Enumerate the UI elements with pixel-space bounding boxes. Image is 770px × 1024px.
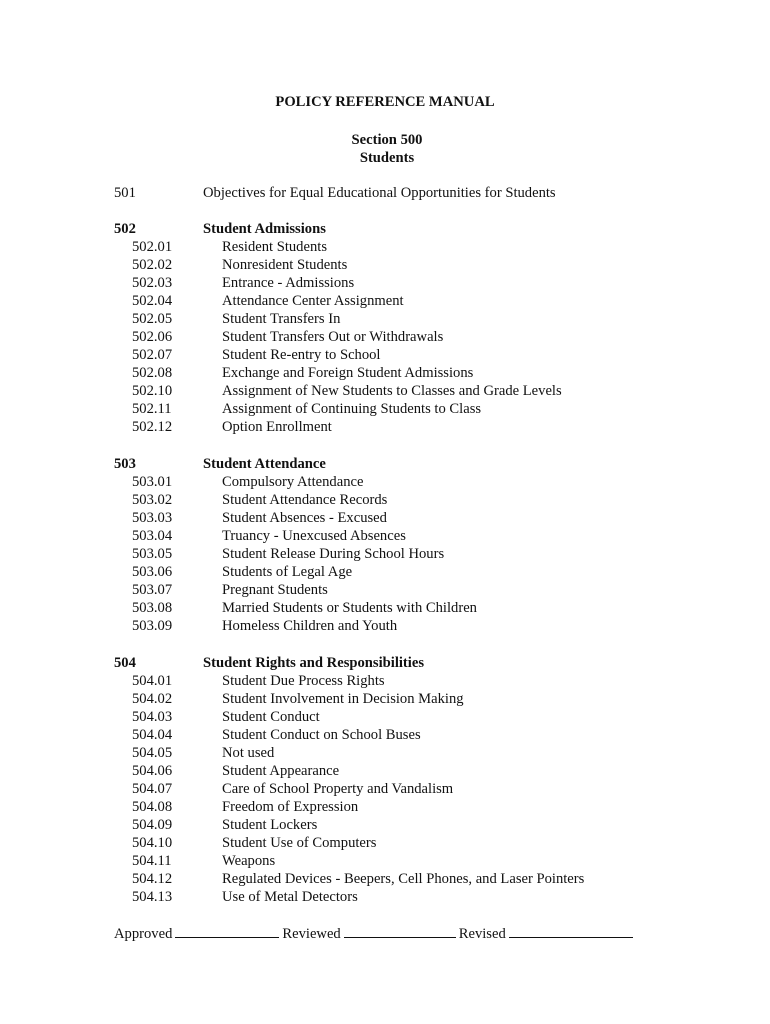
policy-number: 502.07	[132, 347, 173, 363]
policy-entry	[0, 852, 770, 870]
policy-entry	[0, 581, 770, 599]
policy-title: Student Re-entry to School	[222, 347, 381, 363]
policy-title: Student Involvement in Decision Making	[222, 691, 464, 707]
policy-entry	[0, 382, 770, 400]
policy-title: Student Due Process Rights	[222, 673, 385, 689]
policy-title: Care of School Property and Vandalism	[222, 781, 454, 797]
policy-title: Freedom of Expression	[222, 799, 359, 815]
policy-title: Exchange and Foreign Student Admissions	[222, 365, 474, 381]
policy-number: 504.05	[132, 745, 173, 761]
revised-label: Revised	[458, 926, 506, 942]
policy-number: 504	[114, 655, 136, 671]
policy-title: Student Use of Computers	[222, 835, 377, 851]
policy-title: Weapons	[222, 853, 276, 869]
policy-entry	[0, 509, 770, 527]
manual-title: POLICY REFERENCE MANUAL	[275, 94, 495, 110]
policy-title: Student Attendance	[203, 456, 326, 472]
policy-title: Assignment of Continuing Students to Class	[222, 401, 482, 417]
policy-entry	[0, 473, 770, 491]
policy-title: Regulated Devices - Beepers, Cell Phones, and Laser Pointers	[222, 871, 585, 887]
policy-entry	[0, 563, 770, 581]
policy-title: Student Lockers	[222, 817, 318, 833]
policy-title: Not used	[222, 745, 275, 761]
policy-entry-501	[0, 184, 770, 202]
section-title: Section 500	[351, 132, 423, 148]
policy-number: 504.01	[132, 673, 173, 689]
policy-title: Compulsory Attendance	[222, 474, 364, 490]
policy-number: 504.10	[132, 835, 173, 851]
policy-entry	[0, 274, 770, 292]
policy-number: 503	[114, 456, 136, 472]
policy-title: Students of Legal Age	[222, 564, 353, 580]
policy-title: Assignment of New Students to Classes and Grade Levels	[222, 383, 562, 399]
policy-number: 502.10	[132, 383, 173, 399]
approval-line	[114, 925, 636, 943]
policy-title: Student Transfers In	[222, 311, 341, 327]
policy-number: 502.01	[132, 239, 173, 255]
policy-entry	[0, 527, 770, 545]
policy-number: 502.08	[132, 365, 173, 381]
policy-entry	[0, 310, 770, 328]
policy-number: 502	[114, 221, 136, 237]
policy-entry	[0, 798, 770, 816]
policy-section-504	[0, 654, 770, 672]
policy-number: 504.09	[132, 817, 173, 833]
policy-entry	[0, 834, 770, 852]
policy-number: 504.04	[132, 727, 173, 743]
policy-entry	[0, 545, 770, 563]
policy-entry	[0, 708, 770, 726]
approved-label: Approved	[114, 926, 173, 942]
policy-number: 504.06	[132, 763, 173, 779]
reviewed-label: Reviewed	[282, 926, 341, 942]
policy-entry	[0, 870, 770, 888]
policy-entry	[0, 690, 770, 708]
policy-entry	[0, 672, 770, 690]
policy-title: Student Attendance Records	[222, 492, 388, 508]
policy-number: 502.04	[132, 293, 173, 309]
policy-number: 503.02	[132, 492, 173, 508]
policy-entry	[0, 292, 770, 310]
policy-title: Attendance Center Assignment	[222, 293, 404, 309]
policy-title: Married Students or Students with Children	[222, 600, 477, 616]
policy-number: 502.12	[132, 419, 173, 435]
policy-section-503	[0, 455, 770, 473]
policy-section-502	[0, 220, 770, 238]
policy-entry	[0, 726, 770, 744]
policy-number: 504.12	[132, 871, 173, 887]
policy-title: Student Admissions	[203, 221, 326, 237]
revised-blank[interactable]	[509, 925, 633, 938]
policy-entry	[0, 238, 770, 256]
policy-title: Resident Students	[222, 239, 327, 255]
policy-number: 502.02	[132, 257, 173, 273]
policy-title: Student Rights and Responsibilities	[203, 655, 424, 671]
policy-title: Nonresident Students	[222, 257, 348, 273]
section-subject: Students	[359, 150, 415, 166]
policy-number: 503.08	[132, 600, 173, 616]
policy-number: 503.03	[132, 510, 173, 526]
policy-number: 502.06	[132, 329, 173, 345]
policy-entry	[0, 328, 770, 346]
policy-title: Homeless Children and Youth	[222, 618, 398, 634]
policy-entry	[0, 256, 770, 274]
policy-entry	[0, 491, 770, 509]
policy-number: 504.02	[132, 691, 173, 707]
policy-number: 504.11	[132, 853, 172, 869]
policy-entry	[0, 816, 770, 834]
policy-entry	[0, 599, 770, 617]
policy-entry	[0, 762, 770, 780]
policy-number: 504.13	[132, 889, 173, 905]
policy-title: Student Transfers Out or Withdrawals	[222, 329, 444, 345]
policy-number: 503.07	[132, 582, 173, 598]
policy-entry	[0, 418, 770, 436]
policy-entry	[0, 400, 770, 418]
policy-number: 503.01	[132, 474, 173, 490]
policy-entry	[0, 744, 770, 762]
policy-title: Truancy - Unexcused Absences	[222, 528, 406, 544]
policy-title: Option Enrollment	[222, 419, 332, 435]
approved-blank[interactable]	[175, 925, 279, 938]
policy-title: Student Appearance	[222, 763, 340, 779]
policy-entry	[0, 780, 770, 798]
policy-title: Student Conduct on School Buses	[222, 727, 421, 743]
policy-entry	[0, 346, 770, 364]
policy-number: 502.11	[132, 401, 172, 417]
policy-number: 503.09	[132, 618, 173, 634]
policy-number: 501	[114, 185, 136, 201]
policy-number: 503.06	[132, 564, 173, 580]
policy-entry	[0, 888, 770, 906]
policy-number: 503.04	[132, 528, 173, 544]
policy-number: 502.03	[132, 275, 173, 291]
policy-number: 504.08	[132, 799, 173, 815]
policy-number: 503.05	[132, 546, 173, 562]
policy-title: Pregnant Students	[222, 582, 328, 598]
policy-number: 504.03	[132, 709, 173, 725]
policy-title: Use of Metal Detectors	[222, 889, 358, 905]
policy-title: Student Conduct	[222, 709, 320, 725]
policy-number: 502.05	[132, 311, 173, 327]
policy-title: Entrance - Admissions	[222, 275, 355, 291]
policy-number: 504.07	[132, 781, 173, 797]
policy-title: Student Release During School Hours	[222, 546, 445, 562]
reviewed-blank[interactable]	[344, 925, 456, 938]
policy-entry	[0, 364, 770, 382]
policy-title: Objectives for Equal Educational Opportunities for Students	[203, 185, 556, 201]
policy-title: Student Absences - Excused	[222, 510, 387, 526]
policy-entry	[0, 617, 770, 635]
